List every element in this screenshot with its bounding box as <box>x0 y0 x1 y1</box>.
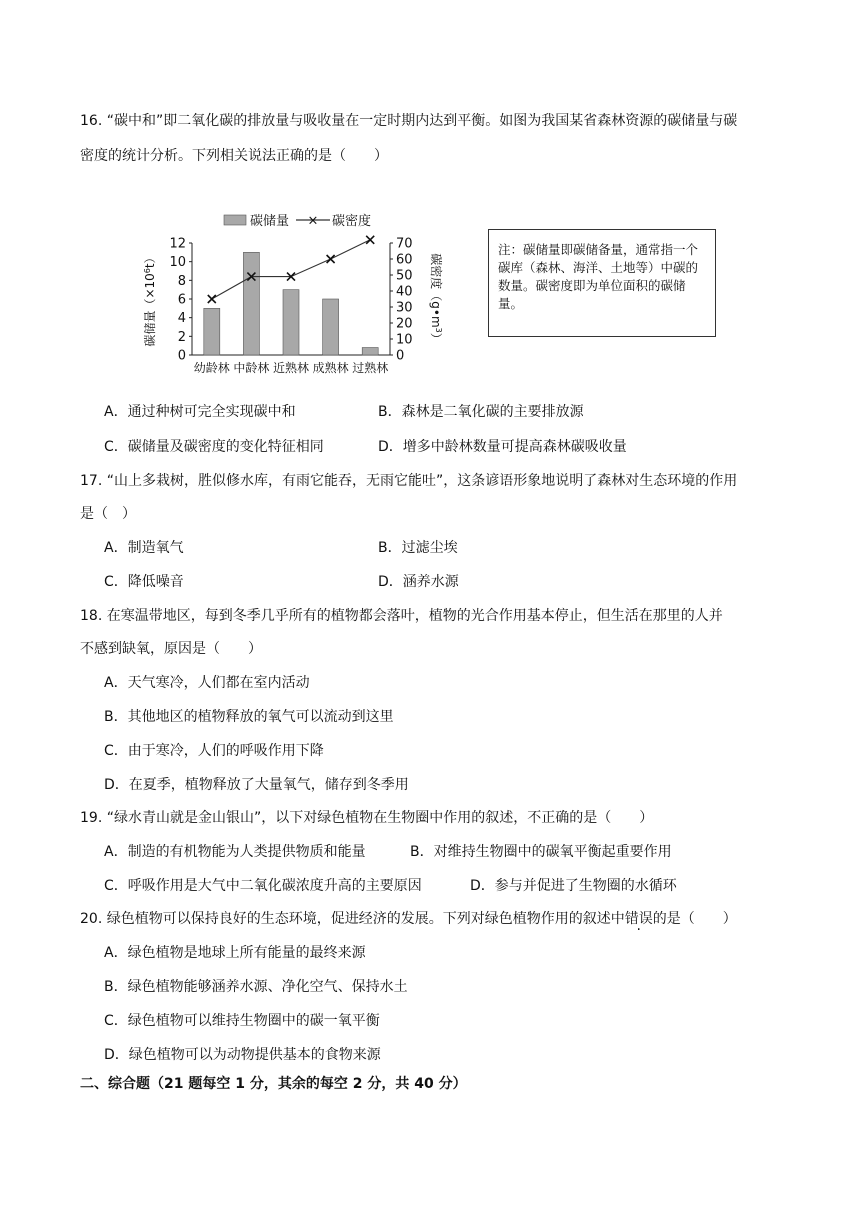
right-tick-label: 0 <box>396 348 405 364</box>
x-tick-label: 成熟林 <box>312 361 349 375</box>
q19-option-c[interactable]: C．呼吸作用是大气中二氧化碳浓度升高的主要原因 <box>104 878 422 894</box>
bar-幼龄林 <box>204 308 220 355</box>
carbon-chart <box>140 205 444 380</box>
legend-line-label: 碳密度 <box>332 214 372 229</box>
legend-bar-swatch <box>224 215 246 225</box>
bar-过熟林 <box>362 348 378 355</box>
right-tick-label: 10 <box>396 332 413 348</box>
q19-stem: 19. “绿水青山就是金山银山”，以下对绿色植物在生物圈中作用的叙述，不正确的是（ ） <box>80 810 654 826</box>
left-tick-label: 2 <box>177 329 186 345</box>
q16-stem-line2: 密度的统计分析。下列相关说法正确的是（ ） <box>80 148 388 164</box>
q18-stem-line1: 18. 在寒温带地区，每到冬季几乎所有的植物都会落叶，植物的光合作用基本停止，但生活在那里的人并 <box>80 608 723 624</box>
x-tick-label: 过熟林 <box>352 361 389 375</box>
x-tick-label: 近熟林 <box>272 361 310 375</box>
q18-option-d[interactable]: D．在夏季，植物释放了大量氧气，储存到冬季用 <box>104 777 409 793</box>
right-tick-label: 30 <box>396 300 413 316</box>
q17-option-a[interactable]: A．制造氧气 <box>104 540 184 556</box>
right-tick-label: 50 <box>396 268 413 284</box>
q18-option-b[interactable]: B．其他地区的植物释放的氧气可以流动到这里 <box>104 709 394 725</box>
density-point <box>208 295 216 303</box>
x-tick-label: 幼龄林 <box>193 361 230 375</box>
q20-stem-emphasis: 错误 <box>624 911 653 927</box>
q19-option-b[interactable]: B．对维持生物圈中的碳氧平衡起重要作用 <box>410 844 672 860</box>
left-axis-title: 碳储量$(\times 10^6t)$ <box>142 251 157 347</box>
q19-option-a[interactable]: A．制造的有机物能为人类提供物质和能量 <box>104 844 366 860</box>
right-tick-label: 20 <box>396 316 413 332</box>
right-tick-label: 60 <box>396 252 413 268</box>
q20-stem-after: 的是（ ） <box>652 911 737 927</box>
q17-stem-line2: 是（ ） <box>80 506 136 522</box>
left-tick-label: 0 <box>177 348 186 364</box>
q17-stem-line1: 17. “山上多栽树，胜似修水库，有雨它能吞，无雨它能吐”，这条谚语形象地说明了森林对生态环境的作用 <box>80 473 738 489</box>
q17-option-b[interactable]: B．过滤尘埃 <box>378 540 458 556</box>
bar-成熟林 <box>323 299 339 355</box>
bar-中龄林 <box>243 252 259 355</box>
q17-option-d[interactable]: D．涵养水源 <box>378 574 459 590</box>
q20-option-b[interactable]: B．绿色植物能够涵养水源、净化空气、保持水土 <box>104 979 408 995</box>
density-point <box>366 236 374 244</box>
q16-option-d[interactable]: D．增多中龄林数量可提高森林碳吸收量 <box>378 439 627 455</box>
left-tick-label: 10 <box>169 255 186 271</box>
legend-bar-label: 碳储量 <box>250 214 290 229</box>
x-tick-label: 中龄林 <box>233 361 270 375</box>
density-point <box>327 255 335 263</box>
legend-line-marker: × <box>307 213 319 229</box>
q19-option-d[interactable]: D．参与并促进了生物圈的水循环 <box>470 878 677 894</box>
q20-option-d[interactable]: D．绿色植物可以为动物提供基本的食物来源 <box>104 1047 381 1063</box>
chart-note: 注：碳储量即碳储备量，通常指一个碳库（森林、海洋、土地等）中碳的数量。碳密度即为单位面积的碳储量。 <box>488 229 716 337</box>
q20-option-a[interactable]: A．绿色植物是地球上所有能量的最终来源 <box>104 945 366 961</box>
right-tick-label: 40 <box>396 284 413 300</box>
q20-option-c[interactable]: C．绿色植物可以维持生物圈中的碳一氧平衡 <box>104 1013 380 1029</box>
q16-stem-line1: 16. “碳中和”即二氧化碳的排放量与吸收量在一定时期内达到平衡。如图为我国某省森林资源的碳储量与碳 <box>80 113 738 129</box>
q18-option-a[interactable]: A．天气寒冷，人们都在室内活动 <box>104 675 310 691</box>
q17-option-c[interactable]: C．降低噪音 <box>104 574 184 590</box>
q16-option-a[interactable]: A．通过种树可完全实现碳中和 <box>104 404 296 420</box>
q20-stem-before: 20. 绿色植物可以保持良好的生态环境，促进经济的发展。下列对绿色植物作用的叙述中 <box>80 911 625 927</box>
q20-stem <box>80 910 737 928</box>
bar-近熟林 <box>283 290 299 355</box>
left-tick-label: 4 <box>177 311 186 327</box>
right-tick-label: 70 <box>396 236 413 252</box>
left-tick-label: 6 <box>177 292 186 308</box>
q18-stem-line2: 不感到缺氧，原因是（ ） <box>80 641 262 657</box>
q18-option-c[interactable]: C．由于寒冷，人们的呼吸作用下降 <box>104 743 324 759</box>
q16-option-c[interactable]: C．碳储量及碳密度的变化特征相同 <box>104 439 324 455</box>
section-2-heading: 二、综合题（21 题每空 1 分，其余的每空 2 分，共 40 分） <box>80 1076 467 1092</box>
left-tick-label: 12 <box>169 236 186 252</box>
right-axis-title: 碳密度$(g•m^3)$ <box>429 253 444 345</box>
left-tick-label: 8 <box>177 273 186 289</box>
q16-option-b[interactable]: B．森林是二氧化碳的主要排放源 <box>378 404 584 420</box>
